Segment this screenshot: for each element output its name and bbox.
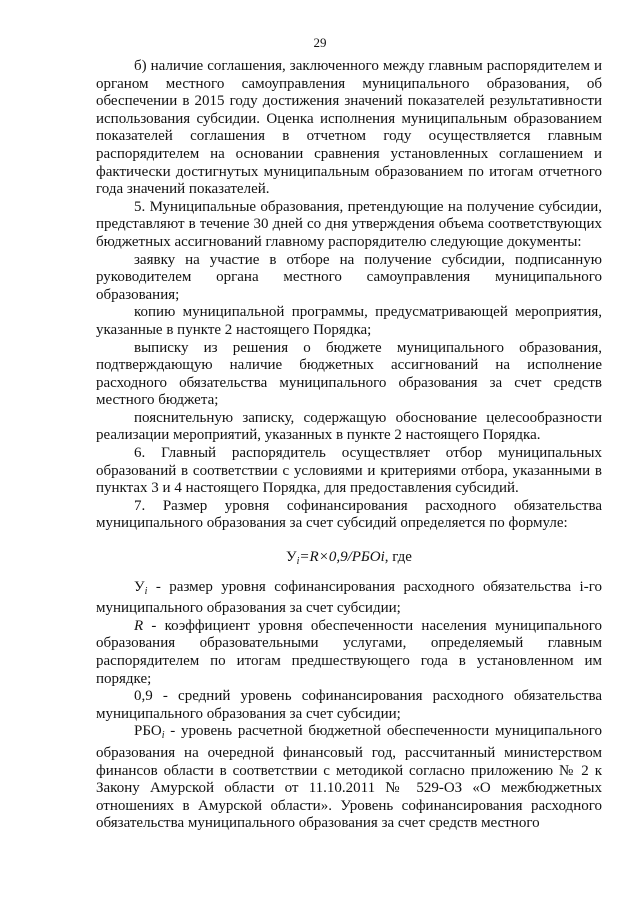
definition-symbol-subscript: i xyxy=(161,730,165,742)
definition-symbol: РБО xyxy=(134,723,162,740)
page-number: 29 xyxy=(313,35,327,50)
definition-text: - коэффициент уровня обеспеченности населения муниципального образования образовательными услугами, определяемый главным распорядителем по итогам предшествующего года в установленном им порядке; xyxy=(96,617,602,687)
definition-coefficient xyxy=(96,688,602,723)
formula-lhs-subscript: i xyxy=(296,556,300,568)
formula-rhs: =R×0,9/РБОi xyxy=(299,549,385,566)
paragraph-program-copy: копию муниципальной программы, предусматривающей мероприятия, указанные в пункте 2 настоящего Порядка; xyxy=(96,304,602,338)
definition-symbol: У xyxy=(134,578,145,595)
formula-lhs: У xyxy=(286,549,297,566)
formula xyxy=(96,549,602,571)
definition-text: - размер уровня софинансирования расходного обязательства i-го муниципального образования за счет субсидии; xyxy=(96,578,602,617)
paragraph-application: заявку на участие в отборе на получение субсидии, подписанную руководителем органа местного самоуправления муниципального образования; xyxy=(96,251,602,303)
paragraph-item-6: 6. Главный распорядитель осуществляет отбор муниципальных образований в соответствии с условиями и критериями отбора, указанными в пунктах 3 и 4 настоящего Порядка, для предоставления субсидий. xyxy=(96,445,602,497)
definition-text: - средний уровень софинансирования расходного обязательства муниципального образования за счет субсидии; xyxy=(96,688,602,722)
definition-r xyxy=(96,618,602,688)
paragraph-item-7: 7. Размер уровня софинансирования расходного обязательства муниципального образования за счет субсидий определяется по формуле: xyxy=(96,497,602,532)
formula-suffix: , где xyxy=(384,549,412,566)
paragraph-agreement: б) наличие соглашения, заключенного между главным распорядителем и органом местного самоуправления муниципального образования, об обеспечении в 2015 году достижения значений показателей результативности использования субсидии. Оценка исполнения муниципальным образованием показателей соглашения в отчетном году осуществляется главным распорядителем на основании сравнения установленных соглашением и фактически достигнутых муниципальным образованием по итогам отчетного года значений показателей. xyxy=(96,58,602,198)
definition-symbol: R xyxy=(134,617,144,634)
definition-symbol-subscript: i xyxy=(144,585,148,597)
definition-text: - уровень расчетной бюджетной обеспеченности муниципального образования на очередной финансовый год, рассчитанный министерством финансов области в соответствии с методикой согласно приложению № 2 к Закону Амурской области от 11.10.2011 № 529-ОЗ «О межбюджетных отношениях в Амурской области». Уровень софинансирования расходного обязательства муниципального образования за счет средств местного xyxy=(96,723,602,832)
definition-yi xyxy=(96,579,602,618)
paragraph-budget-extract: выписку из решения о бюджете муниципального образования, подтверждающую наличие бюджетных ассигнований на исполнение расходного обязательства муниципального образования за счет средств местного бюджета; xyxy=(96,339,602,409)
document-body xyxy=(96,58,602,833)
paragraph-item-5: 5. Муниципальные образования, претендующие на получение субсидии, представляют в течение 30 дней со дня утверждения объема соответствующих бюджетных ассигнований главному распорядителю следующие документы: xyxy=(96,198,602,250)
paragraph-explanatory-note: пояснительную записку, содержащую обоснование целесообразности реализации мероприятий, указанных в пункте 2 настоящего Порядка. xyxy=(96,409,602,444)
definition-symbol: 0,9 xyxy=(134,688,153,705)
definition-rbo xyxy=(96,723,602,833)
